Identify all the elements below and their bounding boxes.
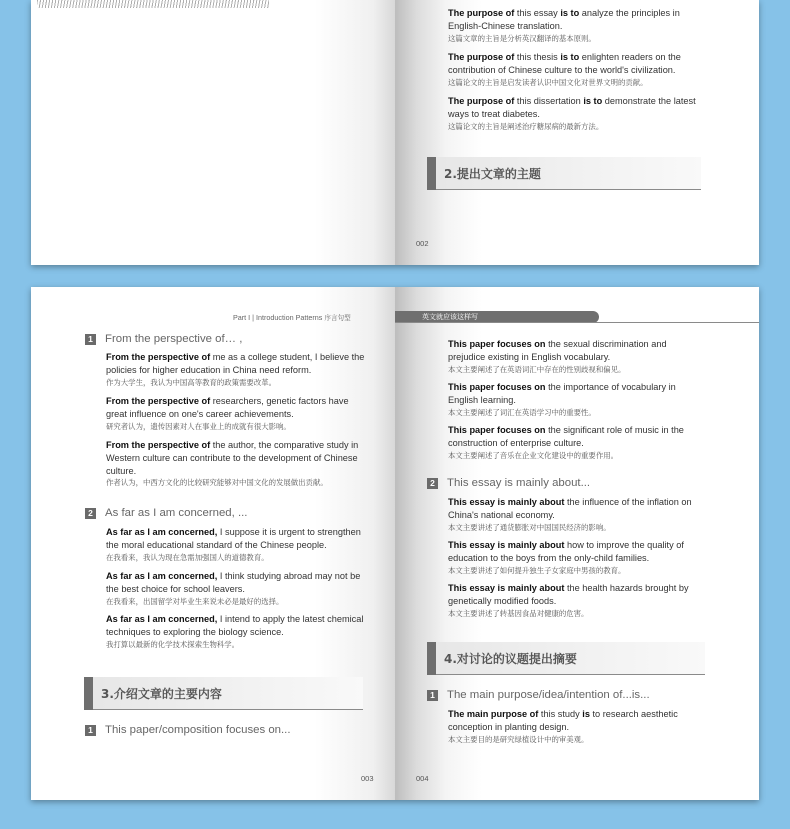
example-entry: The purpose of this dissertation is to demonstrate the latest ways to treat diabetes. 这篇论文的主旨是阐述治疗糖尿病的最新方法。 [448, 96, 696, 131]
example-entry: This essay is mainly about the influence of the inflation on China's national economy. 本文主要讲述了通货膨胀对中国国民经济的影响。 [448, 497, 692, 532]
section-marker [427, 157, 436, 190]
example-entry: This paper focuses on the importance of vocabulary in English learning. 本文主要阐述了词汇在英语学习中的重要性。 [448, 382, 676, 417]
example-entry: The main purpose of this study is to research aesthetic conception in planting design. 本文主要目的是研究绿植设计中的审美观。 [448, 709, 678, 744]
page-number: 004 [416, 774, 429, 783]
bottom-book-spread [31, 287, 759, 800]
subsection-heading: 1 This paper/composition focuses on... [85, 724, 291, 736]
example-entry: This essay is mainly about how to improve the quality of education to the boys from the only-child families. 本文主要讲述了如何提升独生子女家庭中男孩的教育。 [448, 540, 684, 575]
running-head: Part I | Introduction Patterns 序言句型 [233, 313, 351, 322]
example-entry: As far as I am concerned, I intend to apply the latest chemical techniques to exploring the biology science. 我打算以最新的化学技术探索生物科学。 [106, 614, 364, 649]
section-header: 2.提出文章的主题 [427, 157, 701, 190]
header-divider [395, 322, 759, 323]
example-entry: This paper focuses on the significant role of music in the construction of enterprise culture. 本文主要阐述了音乐在企业文化建设中的重要作用。 [448, 425, 684, 460]
subsection-heading: 1 From the perspective of… , [85, 333, 242, 345]
example-entry: From the perspective of the author, the comparative study in Western culture can contribute to the development of Chinese culture. 作者认为，中西方文化的比较研究能够对中国文化的发展做出贡献。 [106, 440, 359, 488]
top-book-spread [31, 0, 759, 265]
example-entry: As far as I am concerned, I suppose it is urgent to strengthen the moral educational standard of the Chinese people. 在我看来，我认为现在急需加强国人的道德教育。 [106, 527, 361, 562]
example-entry: From the perspective of me as a college student, I believe the policies for higher education in China need reform. 作为大学生，我认为中国高等教育的政策需要改革。 [106, 352, 365, 387]
subsection-heading: 2 As far as I am concerned, ... [85, 507, 247, 519]
top-left-page [31, 0, 395, 265]
page-number: 002 [416, 239, 429, 248]
example-entry: This essay is mainly about the health hazards brought by genetically modified foods. 本文主要讲述了转基因食品对健康的危害。 [448, 583, 689, 618]
example-entry: As far as I am concerned, I think studying abroad may not be the best choice for school leavers. 在我看来，出国留学对毕业生来说未必是最好的选择。 [106, 571, 361, 606]
section-header: 4.对讨论的议题提出摘要 [427, 642, 705, 675]
book-title-tab: 英文就应该这样写 [395, 311, 599, 323]
top-right-page [395, 0, 759, 265]
subsection-heading: 2 This essay is mainly about... [427, 477, 590, 489]
section-header: 3.介绍文章的主要内容 [84, 677, 363, 710]
section-marker [427, 642, 436, 675]
example-entry: The purpose of this thesis is to enlighten readers on the contribution of Chinese culture to the world's civilization. 这篇论文的主旨是启发读者认识中国文化对世界文明的贡献。 [448, 52, 681, 87]
section-marker [84, 677, 93, 710]
example-entry: The purpose of this essay is to analyze the principles in English-Chinese translation. 这篇文章的主旨是分析英汉翻译的基本原则。 [448, 8, 680, 43]
bottom-right-page [395, 287, 759, 800]
example-entry: This paper focuses on the sexual discrimination and prejudice existing in English vocabulary. 本文主要阐述了在英语词汇中存在的性别歧视和偏见。 [448, 339, 667, 374]
example-entry: From the perspective of researchers, genetic factors have great influence on one's career achievements. 研究者认为，遗传因素对人在事业上的成就有很大影响。 [106, 396, 349, 431]
page-number: 003 [361, 774, 374, 783]
bottom-left-page [31, 287, 395, 800]
scribble-decoration [37, 0, 269, 8]
subsection-heading: 1 The main purpose/idea/intention of...is... [427, 689, 650, 701]
